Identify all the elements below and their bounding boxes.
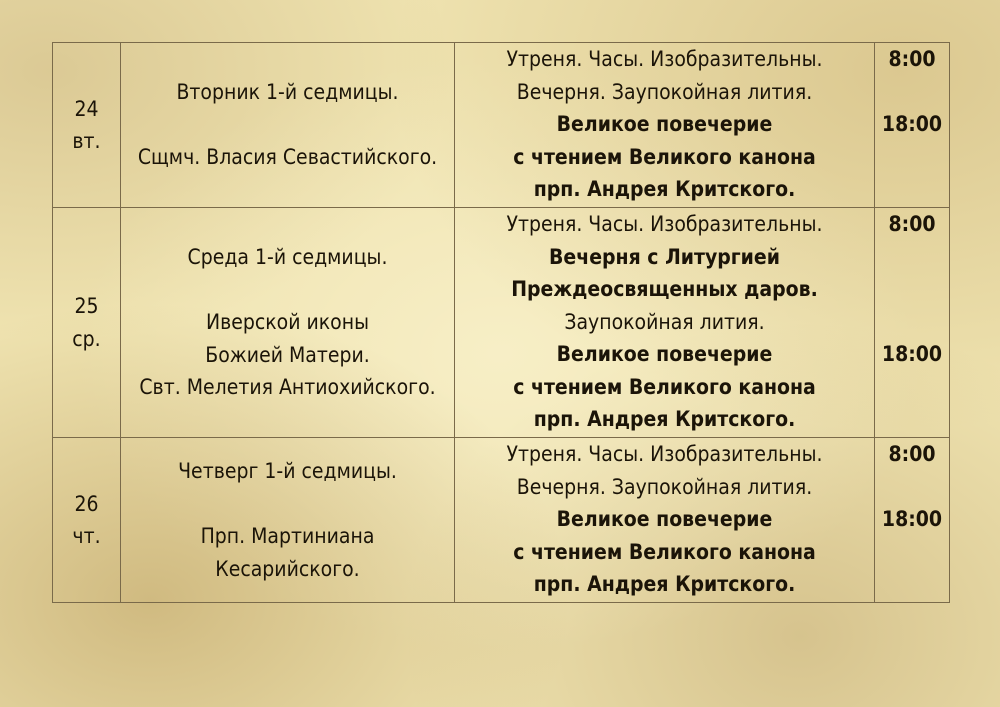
table-row [53, 208, 950, 438]
service-line: Утреня. Часы. Изобразительны. [506, 442, 823, 466]
service-time: 18:00 [881, 507, 943, 531]
services-cell [455, 208, 875, 438]
time-cell [875, 438, 950, 603]
schedule-table [52, 42, 950, 603]
service-time: 8:00 [888, 442, 936, 466]
service-line: с чтением Великого канона [513, 374, 816, 399]
day-description-cell [121, 208, 455, 438]
weekday: ср. [72, 326, 101, 351]
table-row [53, 43, 950, 208]
date-cell [53, 43, 121, 208]
service-line: Великое повечерие [556, 342, 773, 366]
service-line: Вечерня. Заупокойная лития. [516, 79, 813, 104]
saint-commemoration: Кесарийского. [215, 556, 360, 581]
service-line: с чтением Великого канона [513, 144, 816, 169]
weekday: чт. [72, 524, 101, 548]
service-line: Великое повечерие [556, 507, 773, 531]
day-description-cell [121, 438, 455, 603]
day-number: 24 [74, 96, 99, 121]
time-cell [875, 208, 950, 438]
day-description-cell [121, 43, 455, 208]
service-line: с чтением Великого канона [513, 539, 816, 564]
time-cell [875, 43, 950, 208]
weekday: вт. [72, 129, 101, 153]
date-cell [53, 438, 121, 603]
service-line: Вечерня. Заупокойная лития. [516, 474, 813, 499]
service-line: прп. Андрея Критского. [533, 407, 796, 431]
saint-commemoration: Сщмч. Власия Севастийского. [137, 145, 438, 170]
saint-commemoration: Иверской иконы [205, 310, 370, 335]
service-line: Великое повечерие [556, 112, 773, 136]
service-time: 18:00 [881, 342, 943, 366]
day-title: Вторник 1-й седмицы. [176, 80, 399, 105]
service-line: прп. Андрея Критского. [533, 177, 796, 201]
saint-commemoration: Прп. Мартиниана [200, 524, 375, 548]
saint-commemoration: Божией Матери. [205, 342, 370, 367]
day-number: 25 [74, 294, 99, 318]
service-time: 8:00 [888, 212, 936, 236]
table-row [53, 438, 950, 603]
service-time: 18:00 [881, 112, 943, 136]
service-line: Вечерня с Литургией [549, 244, 780, 269]
service-line: Преждеосвященных даров. [511, 277, 818, 301]
service-time: 8:00 [888, 47, 936, 71]
service-line: прп. Андрея Критского. [533, 572, 796, 596]
service-line: Утреня. Часы. Изобразительны. [506, 212, 823, 236]
saint-commemoration: Свт. Мелетия Антиохийского. [139, 375, 436, 400]
service-line: Заупокойная лития. [564, 309, 765, 334]
day-title: Среда 1-й седмицы. [187, 245, 388, 270]
services-cell [455, 438, 875, 603]
services-cell [455, 43, 875, 208]
day-number: 26 [74, 491, 99, 516]
day-title: Четверг 1-й седмицы. [178, 459, 397, 483]
date-cell [53, 208, 121, 438]
service-line: Утреня. Часы. Изобразительны. [506, 47, 823, 71]
